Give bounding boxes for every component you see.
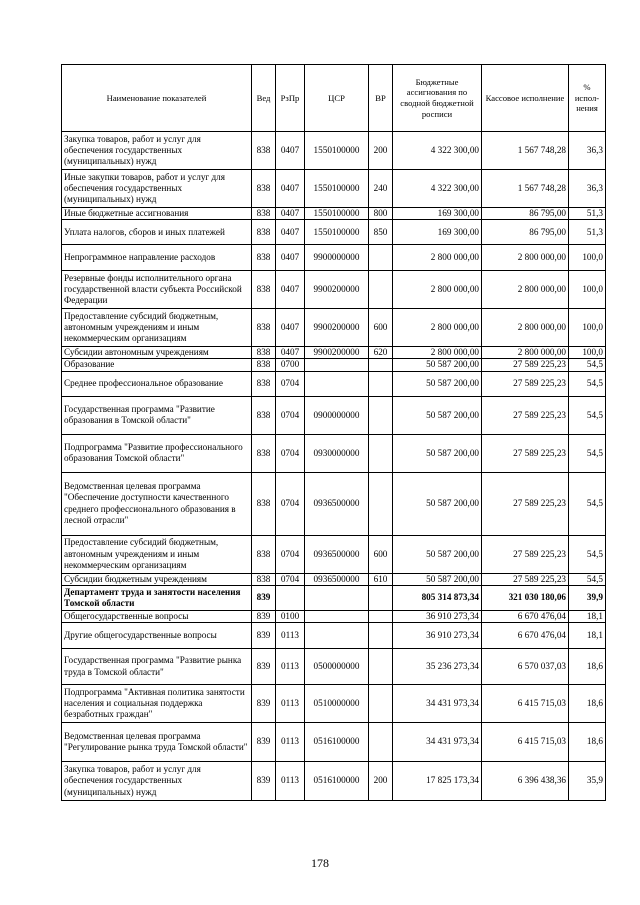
table-row xyxy=(62,649,606,685)
cell-rzpr: 0704 xyxy=(276,371,305,396)
cell-ved: 838 xyxy=(252,208,276,220)
cell-percent: 36,3 xyxy=(569,170,606,208)
cell-rzpr: 0704 xyxy=(276,535,305,573)
cell-ved: 838 xyxy=(252,535,276,573)
cell-ved: 839 xyxy=(252,762,276,801)
cell-vr: 800 xyxy=(369,208,393,220)
cell-percent: 51,3 xyxy=(569,208,606,220)
cell-cash: 6 670 476,04 xyxy=(482,610,569,622)
cell-name: Общегосударственные вопросы xyxy=(62,610,252,622)
cell-ved: 838 xyxy=(252,245,276,271)
table-row xyxy=(62,170,606,208)
cell-percent: 54,5 xyxy=(569,359,606,371)
cell-csr: 0936500000 xyxy=(305,573,369,585)
cell-name: Субсидии автономным учреждениям xyxy=(62,347,252,359)
cell-cash: 6 670 476,04 xyxy=(482,623,569,649)
cell-cash: 27 589 225,23 xyxy=(482,371,569,396)
cell-budget: 50 587 200,00 xyxy=(393,396,482,434)
cell-budget: 34 431 973,34 xyxy=(393,685,482,723)
cell-name: Ведомственная целевая программа "Регулирование рынка труда Томской области" xyxy=(62,723,252,762)
cell-rzpr: 0407 xyxy=(276,208,305,220)
cell-cash: 6 570 037,03 xyxy=(482,649,569,685)
cell-csr: 0930000000 xyxy=(305,434,369,472)
cell-rzpr: 0700 xyxy=(276,359,305,371)
cell-ved: 839 xyxy=(252,723,276,762)
cell-vr xyxy=(369,359,393,371)
cell-csr: 1550100000 xyxy=(305,170,369,208)
table-row xyxy=(62,610,606,622)
table-row xyxy=(62,271,606,309)
cell-ved: 838 xyxy=(252,309,276,347)
cell-percent: 54,5 xyxy=(569,434,606,472)
cell-rzpr: 0704 xyxy=(276,472,305,535)
cell-cash: 27 589 225,23 xyxy=(482,472,569,535)
cell-csr: 0936500000 xyxy=(305,535,369,573)
cell-cash: 2 800 000,00 xyxy=(482,271,569,309)
cell-cash: 6 396 438,36 xyxy=(482,762,569,801)
table-row xyxy=(62,396,606,434)
cell-percent: 54,5 xyxy=(569,371,606,396)
header-rzpr: РзПр xyxy=(276,65,305,132)
cell-budget: 36 910 273,34 xyxy=(393,610,482,622)
page-number: 178 xyxy=(311,856,329,870)
cell-cash: 86 795,00 xyxy=(482,220,569,245)
cell-ved: 838 xyxy=(252,347,276,359)
cell-ved: 838 xyxy=(252,132,276,170)
cell-cash: 27 589 225,23 xyxy=(482,573,569,585)
cell-csr: 1550100000 xyxy=(305,132,369,170)
cell-percent: 54,5 xyxy=(569,396,606,434)
cell-csr: 0516100000 xyxy=(305,762,369,801)
cell-vr xyxy=(369,649,393,685)
cell-budget: 17 825 173,34 xyxy=(393,762,482,801)
cell-rzpr: 0113 xyxy=(276,685,305,723)
cell-budget: 169 300,00 xyxy=(393,208,482,220)
table-row xyxy=(62,685,606,723)
table-row xyxy=(62,208,606,220)
cell-vr: 600 xyxy=(369,309,393,347)
cell-percent: 18,6 xyxy=(569,649,606,685)
table-row xyxy=(62,434,606,472)
cell-percent: 100,0 xyxy=(569,347,606,359)
cell-vr: 850 xyxy=(369,220,393,245)
cell-name: Подпрограмма "Активная политика занятости населения и социальная поддержка безработных граждан" xyxy=(62,685,252,723)
cell-rzpr: 0407 xyxy=(276,245,305,271)
cell-ved: 838 xyxy=(252,434,276,472)
cell-rzpr: 0704 xyxy=(276,396,305,434)
table-row xyxy=(62,359,606,371)
header-ved: Вед xyxy=(252,65,276,132)
cell-rzpr: 0407 xyxy=(276,170,305,208)
cell-name: Непрограммное направление расходов xyxy=(62,245,252,271)
cell-cash: 2 800 000,00 xyxy=(482,347,569,359)
cell-csr: 0900000000 xyxy=(305,396,369,434)
cell-rzpr: 0100 xyxy=(276,610,305,622)
cell-rzpr xyxy=(276,585,305,610)
cell-name: Иные закупки товаров, работ и услуг для обеспечения государственных (муниципальных) нужд xyxy=(62,170,252,208)
cell-name: Субсидии бюджетным учреждениям xyxy=(62,573,252,585)
cell-budget: 50 587 200,00 xyxy=(393,359,482,371)
cell-budget: 50 587 200,00 xyxy=(393,573,482,585)
cell-name: Предоставление субсидий бюджетным, автономным учреждениям и иным некоммерческим организациям xyxy=(62,535,252,573)
cell-ved: 838 xyxy=(252,472,276,535)
cell-csr: 9900200000 xyxy=(305,347,369,359)
cell-budget: 2 800 000,00 xyxy=(393,271,482,309)
table-row xyxy=(62,220,606,245)
cell-rzpr: 0407 xyxy=(276,347,305,359)
cell-csr xyxy=(305,610,369,622)
cell-name: Образование xyxy=(62,359,252,371)
cell-percent: 54,5 xyxy=(569,472,606,535)
cell-vr: 610 xyxy=(369,573,393,585)
cell-vr: 200 xyxy=(369,762,393,801)
header-name: Наименование показателей xyxy=(62,65,252,132)
cell-name: Департамент труда и занятости населения Томской области xyxy=(62,585,252,610)
cell-percent: 18,1 xyxy=(569,623,606,649)
cell-ved: 838 xyxy=(252,271,276,309)
cell-cash: 27 589 225,23 xyxy=(482,434,569,472)
cell-budget: 50 587 200,00 xyxy=(393,472,482,535)
cell-rzpr: 0407 xyxy=(276,220,305,245)
cell-csr xyxy=(305,359,369,371)
cell-vr xyxy=(369,610,393,622)
cell-budget: 4 322 300,00 xyxy=(393,170,482,208)
cell-percent: 18,1 xyxy=(569,610,606,622)
cell-name: Государственная программа "Развитие рынка труда в Томской области" xyxy=(62,649,252,685)
cell-csr: 1550100000 xyxy=(305,208,369,220)
cell-budget: 50 587 200,00 xyxy=(393,434,482,472)
cell-vr xyxy=(369,434,393,472)
cell-csr: 0516100000 xyxy=(305,723,369,762)
cell-budget: 34 431 973,34 xyxy=(393,723,482,762)
cell-cash: 2 800 000,00 xyxy=(482,245,569,271)
cell-percent: 54,5 xyxy=(569,535,606,573)
cell-ved: 838 xyxy=(252,170,276,208)
cell-vr xyxy=(369,396,393,434)
cell-cash: 1 567 748,28 xyxy=(482,132,569,170)
cell-ved: 839 xyxy=(252,610,276,622)
table-row xyxy=(62,623,606,649)
cell-ved: 839 xyxy=(252,649,276,685)
cell-budget: 2 800 000,00 xyxy=(393,347,482,359)
cell-name: Резервные фонды исполнительного органа государственной власти субъекта Российской Федерации xyxy=(62,271,252,309)
cell-budget: 50 587 200,00 xyxy=(393,535,482,573)
cell-percent: 100,0 xyxy=(569,245,606,271)
cell-csr: 0500000000 xyxy=(305,649,369,685)
cell-vr: 200 xyxy=(369,132,393,170)
cell-cash: 86 795,00 xyxy=(482,208,569,220)
cell-percent: 35,9 xyxy=(569,762,606,801)
cell-name: Среднее профессиональное образование xyxy=(62,371,252,396)
header-percent: % испол-нения xyxy=(569,65,606,132)
cell-budget: 2 800 000,00 xyxy=(393,309,482,347)
cell-budget: 805 314 873,34 xyxy=(393,585,482,610)
table-header-row xyxy=(62,65,606,132)
header-cash: Кассовое исполнение xyxy=(482,65,569,132)
cell-percent: 18,6 xyxy=(569,685,606,723)
table-row xyxy=(62,347,606,359)
table-row xyxy=(62,535,606,573)
cell-name: Предоставление субсидий бюджетным, автономным учреждениям и иным некоммерческим организациям xyxy=(62,309,252,347)
cell-cash: 1 567 748,28 xyxy=(482,170,569,208)
table-row xyxy=(62,762,606,801)
cell-csr xyxy=(305,585,369,610)
cell-cash: 27 589 225,23 xyxy=(482,359,569,371)
cell-ved: 839 xyxy=(252,685,276,723)
cell-ved: 838 xyxy=(252,220,276,245)
cell-budget: 36 910 273,34 xyxy=(393,623,482,649)
cell-ved: 838 xyxy=(252,359,276,371)
cell-rzpr: 0407 xyxy=(276,132,305,170)
cell-cash: 6 415 715,03 xyxy=(482,723,569,762)
table-row xyxy=(62,585,606,610)
cell-percent: 54,5 xyxy=(569,573,606,585)
cell-percent: 100,0 xyxy=(569,309,606,347)
cell-rzpr: 0704 xyxy=(276,573,305,585)
cell-vr: 240 xyxy=(369,170,393,208)
cell-vr xyxy=(369,723,393,762)
cell-csr: 9900200000 xyxy=(305,271,369,309)
table-row xyxy=(62,472,606,535)
cell-name: Подпрограмма "Развитие профессионального образования Томской области" xyxy=(62,434,252,472)
cell-csr xyxy=(305,371,369,396)
cell-csr: 9900000000 xyxy=(305,245,369,271)
cell-name: Иные бюджетные ассигнования xyxy=(62,208,252,220)
cell-cash: 321 030 180,06 xyxy=(482,585,569,610)
cell-csr: 9900200000 xyxy=(305,309,369,347)
cell-rzpr: 0113 xyxy=(276,723,305,762)
cell-percent: 39,9 xyxy=(569,585,606,610)
cell-budget: 4 322 300,00 xyxy=(393,132,482,170)
table-row xyxy=(62,245,606,271)
cell-csr: 1550100000 xyxy=(305,220,369,245)
cell-percent: 51,3 xyxy=(569,220,606,245)
cell-vr: 600 xyxy=(369,535,393,573)
cell-rzpr: 0113 xyxy=(276,649,305,685)
cell-ved: 838 xyxy=(252,396,276,434)
cell-vr xyxy=(369,685,393,723)
cell-vr: 620 xyxy=(369,347,393,359)
cell-ved: 838 xyxy=(252,573,276,585)
table-row xyxy=(62,309,606,347)
header-vr: ВР xyxy=(369,65,393,132)
cell-name: Закупка товаров, работ и услуг для обеспечения государственных (муниципальных) нужд xyxy=(62,762,252,801)
cell-csr xyxy=(305,623,369,649)
cell-ved: 838 xyxy=(252,371,276,396)
cell-cash: 27 589 225,23 xyxy=(482,396,569,434)
table-row xyxy=(62,371,606,396)
cell-percent: 18,6 xyxy=(569,723,606,762)
table-row xyxy=(62,723,606,762)
cell-vr xyxy=(369,585,393,610)
cell-ved: 839 xyxy=(252,585,276,610)
cell-vr xyxy=(369,472,393,535)
cell-budget: 169 300,00 xyxy=(393,220,482,245)
cell-vr xyxy=(369,371,393,396)
cell-rzpr: 0407 xyxy=(276,309,305,347)
header-csr: ЦСР xyxy=(305,65,369,132)
cell-percent: 36,3 xyxy=(569,132,606,170)
cell-budget: 50 587 200,00 xyxy=(393,371,482,396)
cell-percent: 100,0 xyxy=(569,271,606,309)
cell-name: Закупка товаров, работ и услуг для обеспечения государственных (муниципальных) нужд xyxy=(62,132,252,170)
table-row xyxy=(62,573,606,585)
cell-vr xyxy=(369,245,393,271)
cell-rzpr: 0113 xyxy=(276,762,305,801)
cell-vr xyxy=(369,271,393,309)
cell-csr: 0936500000 xyxy=(305,472,369,535)
cell-cash: 2 800 000,00 xyxy=(482,309,569,347)
table-row xyxy=(62,132,606,170)
cell-budget: 2 800 000,00 xyxy=(393,245,482,271)
header-budget: Бюджетные ассигнования по сводной бюджетной росписи xyxy=(393,65,482,132)
cell-cash: 6 415 715,03 xyxy=(482,685,569,723)
cell-rzpr: 0704 xyxy=(276,434,305,472)
cell-rzpr: 0113 xyxy=(276,623,305,649)
cell-name: Государственная программа "Развитие образования в Томской области" xyxy=(62,396,252,434)
cell-cash: 27 589 225,23 xyxy=(482,535,569,573)
table-body xyxy=(62,132,606,801)
cell-vr xyxy=(369,623,393,649)
budget-execution-table xyxy=(61,64,606,801)
cell-name: Ведомственная целевая программа "Обеспечение доступности качественного среднего профессионального образования в лесной отрасли" xyxy=(62,472,252,535)
cell-ved: 839 xyxy=(252,623,276,649)
cell-csr: 0510000000 xyxy=(305,685,369,723)
cell-budget: 35 236 273,34 xyxy=(393,649,482,685)
cell-name: Другие общегосударственные вопросы xyxy=(62,623,252,649)
cell-name: Уплата налогов, сборов и иных платежей xyxy=(62,220,252,245)
cell-rzpr: 0407 xyxy=(276,271,305,309)
